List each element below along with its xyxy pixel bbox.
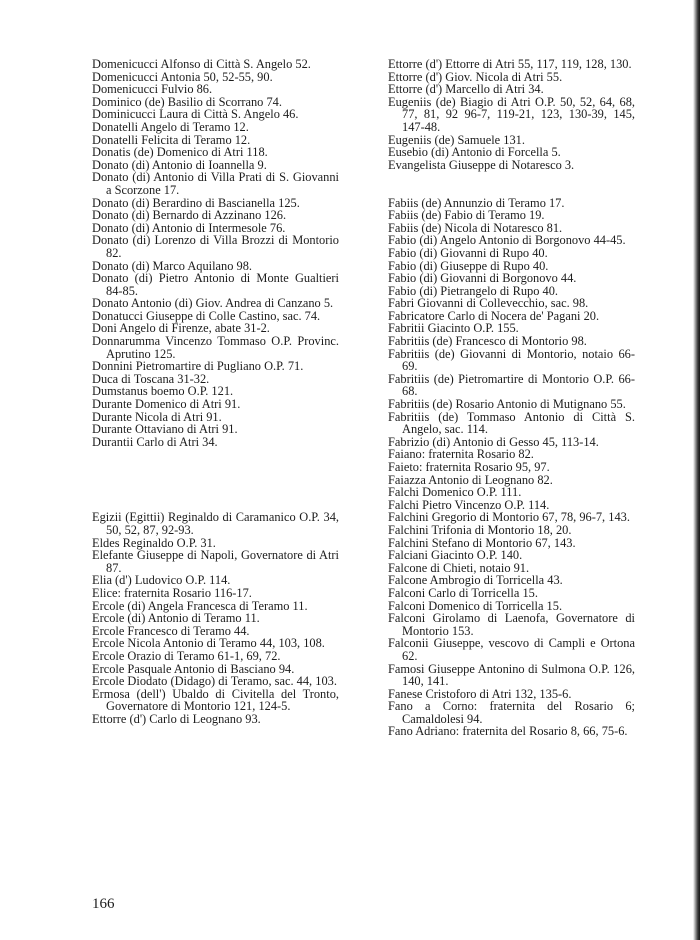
index-entry: Fano a Corno: fraternita del Rosario 6; Camaldolesi 94. bbox=[388, 699, 635, 726]
index-entry: Donato (di) Antonio di Villa Prati di S. Giovanni a Scorzone 17. bbox=[92, 170, 339, 197]
index-entry: Fano Adriano: fraternita del Rosario 8, 66, 75-6. bbox=[388, 724, 628, 739]
index-entry: Durante Ottaviano di Atri 91. bbox=[92, 422, 238, 437]
index-entry: Dumstanus boemo O.P. 121. bbox=[92, 384, 234, 399]
index-entry: Domenicucci Alfonso di Città S. Angelo 52. bbox=[92, 57, 311, 71]
index-entry: Donato (di) Bernardo di Azzinano 126. bbox=[92, 208, 287, 223]
index-column-right bbox=[388, 58, 635, 738]
index-entry: Evangelista Giuseppe di Notaresco 3. bbox=[388, 157, 575, 172]
index-entry: Donato (di) Lorenzo di Villa Brozzi di Montorio 82. bbox=[92, 233, 339, 260]
index-entry: Fabiis (de) Nicola di Notaresco 81. bbox=[388, 220, 563, 235]
index-entry: Ercole Nicola Antonio di Teramo 44, 103, 108. bbox=[92, 636, 325, 651]
index-entry: Fabri Giovanni di Collevecchio, sac. 98. bbox=[388, 296, 589, 311]
index-entry: Ettorre (d') Giov. Nicola di Atri 55. bbox=[388, 69, 563, 84]
index-entry: Fabio (di) Giovanni di Borgonovo 44. bbox=[388, 271, 577, 286]
index-entry: Dominicucci Laura di Città S. Angelo 46. bbox=[92, 107, 299, 122]
index-entry: Faiano: fraternita Rosario 82. bbox=[388, 447, 534, 462]
index-entry: Donatelli Angelo di Teramo 12. bbox=[92, 119, 249, 134]
index-entry: Falchini Trifonia di Montorio 18, 20. bbox=[388, 522, 572, 537]
index-entry: Durante Nicola di Atri 91. bbox=[92, 409, 222, 424]
index-entry: Falcone di Chieti, notaio 91. bbox=[388, 560, 530, 575]
index-entry: Falchi Pietro Vincenzo O.P. 114. bbox=[388, 497, 550, 512]
index-entry: Ercole (di) Angela Francesca di Teramo 11. bbox=[92, 598, 308, 613]
index-column-left bbox=[92, 58, 339, 726]
index-entry: Egizii (Egittii) Reginaldo di Caramanico O.P. 34, 50, 52, 87, 92-93. bbox=[92, 510, 339, 537]
index-entry: Donnarumma Vincenzo Tommaso O.P. Provinc. Aprutino 125. bbox=[92, 334, 339, 361]
index-entry: Falciani Giacinto O.P. 140. bbox=[388, 548, 523, 563]
index-entry: Fabiis (de) Fabio di Teramo 19. bbox=[388, 208, 545, 223]
index-entry: Fabritiis (de) Francesco di Montorio 98. bbox=[388, 334, 587, 349]
index-entry: Donatucci Giuseppe di Colle Castino, sac. 74. bbox=[92, 308, 321, 323]
letter-section-gap bbox=[92, 448, 339, 511]
index-entry: Ercole Pasquale Antonio di Basciano 94. bbox=[92, 661, 295, 676]
index-entry: Donato (di) Antonio di Intermesole 76. bbox=[92, 220, 286, 235]
index-entry: Durante Domenico di Atri 91. bbox=[92, 397, 241, 412]
index-entry: Ettorre (d') Marcello di Atri 34. bbox=[388, 82, 544, 97]
index-entry: Falchi Domenico O.P. 111. bbox=[388, 485, 522, 500]
page-number: 166 bbox=[92, 896, 115, 912]
index-entry: Fabio (di) Pietrangelo di Rupo 40. bbox=[388, 283, 559, 298]
index-entry: Fabricatore Carlo di Nocera de' Pagani 20. bbox=[388, 308, 600, 323]
index-entry: Elice: fraternita Rosario 116-17. bbox=[92, 585, 252, 600]
index-entry: Falconii Giuseppe, vescovo di Campli e Ortona 62. bbox=[388, 636, 635, 663]
index-entry: Donato Antonio (di) Giov. Andrea di Canzano 5. bbox=[92, 296, 334, 311]
index-entry: Duca di Toscana 31-32. bbox=[92, 371, 210, 386]
index-entry: Ermosa (dell') Ubaldo di Civitella del Tronto, Governatore di Montorio 121, 124-5. bbox=[92, 686, 339, 714]
index-entry: Fabritiis (de) Pietromartire di Montorio O.P. 66-68. bbox=[388, 371, 635, 399]
index-entry: Donato (di) Berardino di Bascianella 125. bbox=[92, 195, 300, 210]
index-entry: Ercole (di) Antonio di Teramo 11. bbox=[92, 611, 260, 626]
page-edge-shadow bbox=[693, 0, 700, 940]
index-entry: Domenicucci Antonia 50, 52-55, 90. bbox=[92, 69, 273, 84]
index-entry: Ettorre (d') Ettorre di Atri 55, 117, 119, 128, 130. bbox=[388, 57, 632, 71]
index-entry: Domenicucci Fulvio 86. bbox=[92, 82, 213, 97]
index-entry: Faiazza Antonio di Leognano 82. bbox=[388, 472, 553, 487]
index-entry: Ettorre (d') Carlo di Leognano 93. bbox=[92, 711, 261, 726]
index-entry: Eusebio (di) Antonio di Forcella 5. bbox=[388, 145, 561, 160]
index-entry: Fanese Cristoforo di Atri 132, 135-6. bbox=[388, 686, 572, 701]
index-entry: Fabio (di) Giuseppe di Rupo 40. bbox=[388, 258, 549, 273]
index-entry: Famosi Giuseppe Antonino di Sulmona O.P. 126, 140, 141. bbox=[388, 661, 635, 689]
index-entry: Doni Angelo di Firenze, abate 31-2. bbox=[92, 321, 270, 336]
index-entry: Donato (di) Pietro Antonio di Monte Gualtieri 84-85. bbox=[92, 271, 339, 298]
index-entry: Falconi Girolamo di Laenofa, Governatore di Montorio 153. bbox=[388, 611, 635, 638]
index-entry: Falcone Ambrogio di Torricella 43. bbox=[388, 573, 563, 588]
index-entry: Donnini Pietromartire di Pugliano O.P. 71. bbox=[92, 359, 304, 374]
index-entry: Ercole Orazio di Teramo 61-1, 69, 72. bbox=[92, 648, 281, 663]
index-entry: Elefante Giuseppe di Napoli, Governatore di Atri 87. bbox=[92, 548, 339, 575]
index-entry: Falconi Carlo di Torricella 15. bbox=[388, 585, 538, 600]
index-entry: Eugeniis (de) Samuele 131. bbox=[388, 132, 525, 147]
index-entry: Eldes Reginaldo O.P. 31. bbox=[92, 535, 216, 550]
index-entry: Eugeniis (de) Biagio di Atri O.P. 50, 52, 64, 68, 77, 81, 92 96-7, 119-21, 123, 130-39, 145, 147-48. bbox=[388, 94, 635, 134]
index-entry: Ercole Francesco di Teramo 44. bbox=[92, 623, 250, 638]
index-entry: Fabiis (de) Annunzio di Teramo 17. bbox=[388, 195, 565, 210]
index-entry: Fabio (di) Angelo Antonio di Borgonovo 44-45. bbox=[388, 233, 626, 248]
index-entry: Donato (di) Antonio di Ioannella 9. bbox=[92, 157, 267, 172]
index-entry: Fabio (di) Giovanni di Rupo 40. bbox=[388, 245, 548, 260]
index-entry: Donato (di) Marco Aquilano 98. bbox=[92, 258, 253, 273]
index-entry: Donatelli Felicita di Teramo 12. bbox=[92, 132, 251, 147]
index-entry: Elia (d') Ludovico O.P. 114. bbox=[92, 573, 231, 588]
index-entry: Fabritiis (de) Tommaso Antonio di Città S. Angelo, sac. 114. bbox=[388, 409, 635, 437]
index-entry: Ercole Diodato (Didago) di Teramo, sac. 44, 103. bbox=[92, 674, 337, 689]
index-entry: Fabrizio (di) Antonio di Gesso 45, 113-14. bbox=[388, 434, 599, 449]
index-entry: Falconi Domenico di Torricella 15. bbox=[388, 598, 563, 613]
letter-section-gap bbox=[388, 171, 635, 196]
index-entry: Fabritii Giacinto O.P. 155. bbox=[388, 321, 519, 336]
index-entry: Fabritiis (de) Giovanni di Montorio, notaio 66-69. bbox=[388, 346, 635, 374]
index-entry: Faieto: fraternita Rosario 95, 97. bbox=[388, 460, 550, 474]
index-entry: Falchini Stefano di Montorio 67, 143. bbox=[388, 535, 576, 550]
index-entry: Fabritiis (de) Rosario Antonio di Mutignano 55. bbox=[388, 397, 626, 412]
index-entry: Donatis (de) Domenico di Atri 118. bbox=[92, 145, 268, 160]
index-entry: Dominico (de) Basilio di Scorrano 74. bbox=[92, 94, 282, 109]
index-entry: Falchini Gregorio di Montorio 67, 78, 96-7, 143. bbox=[388, 510, 630, 525]
index-entry: Durantii Carlo di Atri 34. bbox=[92, 434, 218, 449]
